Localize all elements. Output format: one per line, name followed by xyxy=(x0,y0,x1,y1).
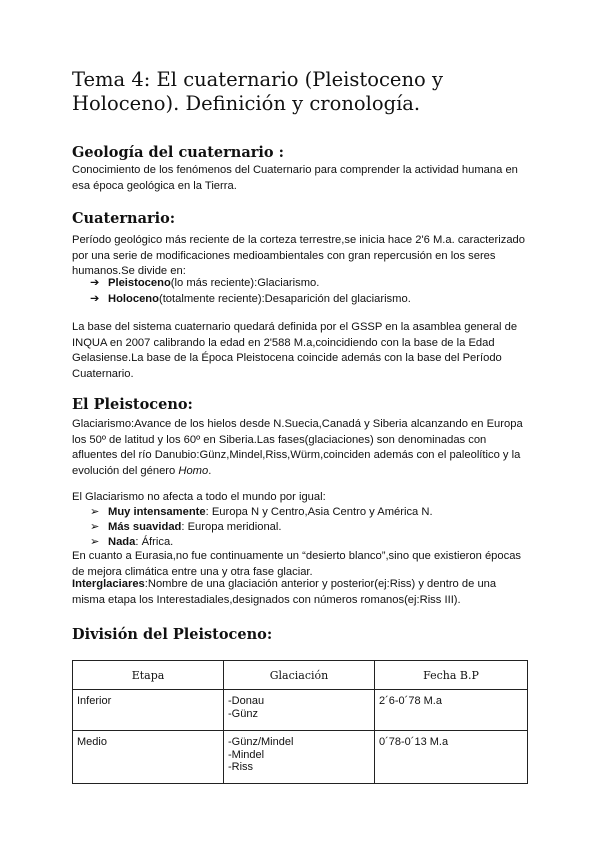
table-header-etapa: Etapa xyxy=(73,661,224,690)
list-item xyxy=(90,505,433,520)
section-text-glaciarismo xyxy=(72,417,527,479)
arrow-icon: ➔ xyxy=(90,277,100,289)
list-item-bold: Nada xyxy=(108,536,136,548)
list-item xyxy=(90,535,173,550)
interglaciares-text: :Nombre de una glaciación anterior y posterior(ej:Riss) y dentro de una misma etapa los Interestadiales,designados con números romanos(ej:Riss III). xyxy=(72,578,497,606)
table-cell-etapa: Medio xyxy=(73,731,224,784)
list-item xyxy=(90,520,282,535)
pleistoceno-table xyxy=(72,660,528,784)
section-text-interglaciares xyxy=(72,577,527,608)
section-text-cuaternario: Período geológico más reciente de la corteza terrestre,se inicia hace 2'6 M.a. caracterizado por una serie de modificaciones medioambientales con gran repercusión en los seres humanos.Se divide en: xyxy=(72,234,525,277)
section-text-geologia: Conocimiento de los fenómenos del Cuaternario para comprender la actividad humana en esa época geológica en la Tierra. xyxy=(72,164,518,192)
homo-text: Homo xyxy=(178,464,209,477)
table-row xyxy=(73,690,528,731)
section-heading-pleistoceno: El Pleistoceno: xyxy=(72,396,193,413)
table-header-row xyxy=(73,661,528,690)
section-heading-geologia: Geología del cuaternario : xyxy=(72,144,284,161)
section-text-gssp: La base del sistema cuaternario quedará definida por el GSSP en la asamblea general de INQUA en 2007 calibrando la edad en 2'588 M.a,coincidiendo con la base de la Edad Gelasiense.La base de la Época Pleistocena coincide además con la base del Período Cuaternario. xyxy=(72,321,518,380)
list-item-text: (lo más reciente):Glaciarismo. xyxy=(170,277,320,289)
glaciacion-line: -Günz xyxy=(228,707,258,720)
list-item-bold: Holoceno xyxy=(108,293,159,305)
list-item-bold: Más suavidad xyxy=(108,521,182,533)
arrow-icon: ➔ xyxy=(90,293,100,305)
glaciacion-line: -Riss xyxy=(228,761,254,773)
table-cell-glaciacion xyxy=(224,690,375,731)
section-text-intro: El Glaciarismo no afecta a todo el mundo por igual: xyxy=(72,491,326,503)
list-item-text: : Europa meridional. xyxy=(181,521,282,533)
list-item-text: : África. xyxy=(135,536,174,548)
list-item xyxy=(90,292,411,307)
chevron-icon: ➢ xyxy=(90,536,100,548)
table-header-fecha: Fecha B.P xyxy=(375,661,528,690)
glaciarismo-text: Glaciarismo:Avance de los hielos desde N.Suecia,Canadá y Siberia alcanzando en Europa los 50º de latitud y los 60º en Siberia.Las fases(glaciaciones) son denominadas con afluentes del río Danubio:Günz,Mindel,Riss,Würm,coinciden además con el paleolítico y la evolución del género xyxy=(72,418,523,477)
chevron-icon: ➢ xyxy=(90,521,100,533)
list-item-text: (totalmente reciente):Desaparición del glaciarismo. xyxy=(158,293,411,305)
interglaciares-bold: Interglaciares xyxy=(72,578,145,590)
page-title: Tema 4: El cuaternario (Pleistoceno y Holoceno). Definición y cronología. xyxy=(72,68,443,115)
section-heading-division: División del Pleistoceno: xyxy=(72,626,273,643)
list-item-bold: Pleistoceno xyxy=(108,277,171,289)
glaciacion-line: -Donau xyxy=(228,695,265,707)
glaciacion-line: -Mindel xyxy=(228,748,265,761)
section-heading-cuaternario: Cuaternario: xyxy=(72,210,176,227)
list-item-text: : Europa N y Centro,Asia Centro y América N. xyxy=(205,506,433,518)
table-cell-fecha: 2´6-0´78 M.a xyxy=(375,690,528,731)
glaciacion-line: -Günz/Mindel xyxy=(228,736,294,748)
table-cell-fecha: 0´78-0´13 M.a xyxy=(375,731,528,784)
list-item xyxy=(90,276,319,291)
list-item-bold: Muy intensamente xyxy=(108,506,206,518)
chevron-icon: ➢ xyxy=(90,506,100,518)
table-cell-etapa: Inferior xyxy=(73,690,224,731)
glaciarismo-end: . xyxy=(208,464,212,477)
table-cell-glaciacion xyxy=(224,731,375,784)
table-header-glaciacion: Glaciación xyxy=(224,661,375,690)
section-text-eurasia: En cuanto a Eurasia,no fue continuamente un “desierto blanco”,sino que existieron épocas de mejora climática entre una y otra fase glaciar. xyxy=(72,550,522,578)
table-row xyxy=(73,731,528,784)
